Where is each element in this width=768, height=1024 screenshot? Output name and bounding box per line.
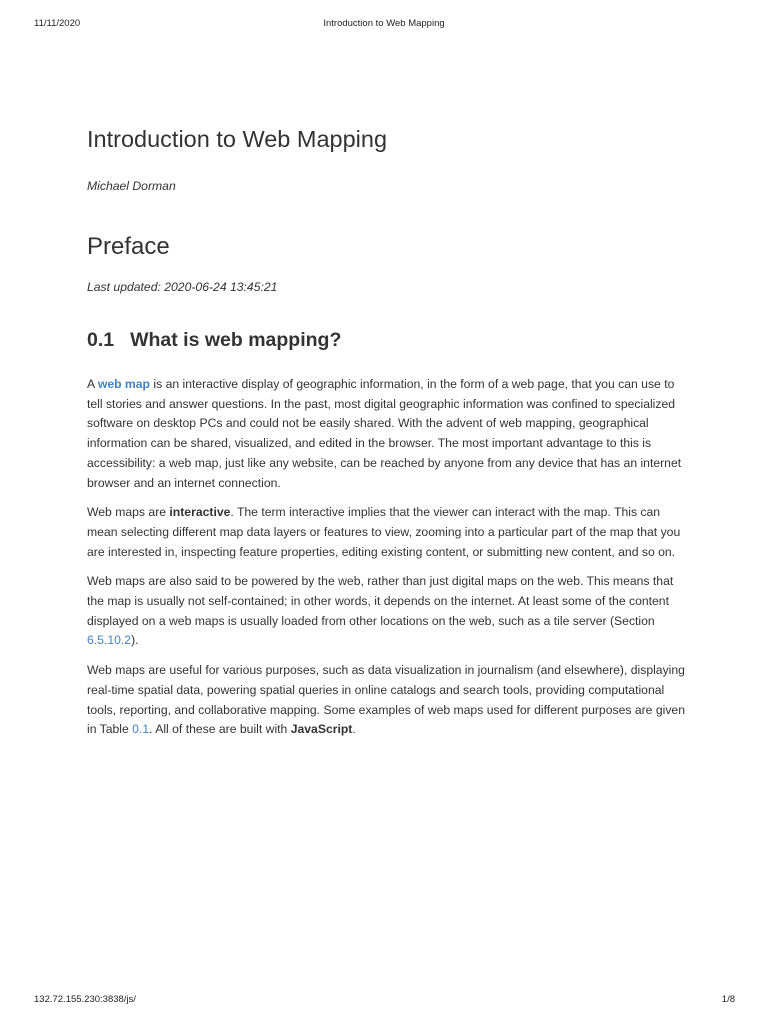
text: ). <box>131 633 139 648</box>
table-reference-link[interactable]: 0.1 <box>132 722 150 737</box>
interactive-term: interactive <box>169 505 231 520</box>
section-heading <box>87 325 687 355</box>
chapter-title: Preface <box>87 233 170 260</box>
text: is an interactive display of geographic information, in the form of a web page, that you can use to tell stories and answer questions. In the past, most digital geographic information was confined to specialized software on desktop PCs and could not be easily shared. With the advent of web mapping, geographical information can be shared, visualized, and edited in the browser. The most important advantage to this is accessibility: a web map, just like any website, can be reached by anyone from any device that has an internet browser and an internet connection. <box>87 377 682 490</box>
text: Web maps are <box>87 505 170 520</box>
print-date: 11/11/2020 <box>34 18 81 29</box>
page-url: 132.72.155.230:3838/js/ <box>34 994 136 1005</box>
text: . The term interactive implies that the viewer can interact with the map. This can mean selecting different map data layers or features to view, zooming into a particular part of the map that you are interested in, inspecting feature properties, editing existing content, or submitting new content, and so on. <box>87 505 681 559</box>
text: . <box>352 722 356 737</box>
paragraph-4 <box>87 661 687 740</box>
text: . All of these are built with <box>149 722 291 737</box>
javascript-term: JavaScript <box>290 722 353 737</box>
author-name: Michael Dorman <box>87 179 176 193</box>
page-number: 1/8 <box>721 994 735 1005</box>
text: A <box>87 377 98 391</box>
document-body <box>87 120 687 740</box>
document-title: Introduction to Web Mapping <box>87 126 388 152</box>
paragraph-1 <box>87 375 687 493</box>
text: Web maps are useful for various purposes, such as data visualization in journalism (and elsewhere), displaying real-time spatial data, powering spatial queries in online catalogs and search tools, providing computational tools, reporting, and collaborative mapping. Some examples of web maps used for different purposes are given in Table <box>87 663 685 737</box>
section-number: 0.1 <box>87 329 115 351</box>
section-title: What is web mapping? <box>130 329 342 351</box>
paragraph-2 <box>87 503 687 562</box>
paragraph-3 <box>87 572 687 651</box>
last-updated: Last updated: 2020-06-24 13:45:21 <box>87 280 278 294</box>
print-title: Introduction to Web Mapping <box>323 18 445 29</box>
web-map-link[interactable]: web map <box>97 377 150 391</box>
section-reference-link[interactable]: 6.5.10.2 <box>87 633 132 648</box>
text: Web maps are also said to be powered by the web, rather than just digital maps on the web. This means that the map is usually not self-contained; in other words, it depends on the internet. At least some of the content displayed on a web maps is usually loaded from other locations on the web, such as a tile server (Section <box>87 574 674 628</box>
